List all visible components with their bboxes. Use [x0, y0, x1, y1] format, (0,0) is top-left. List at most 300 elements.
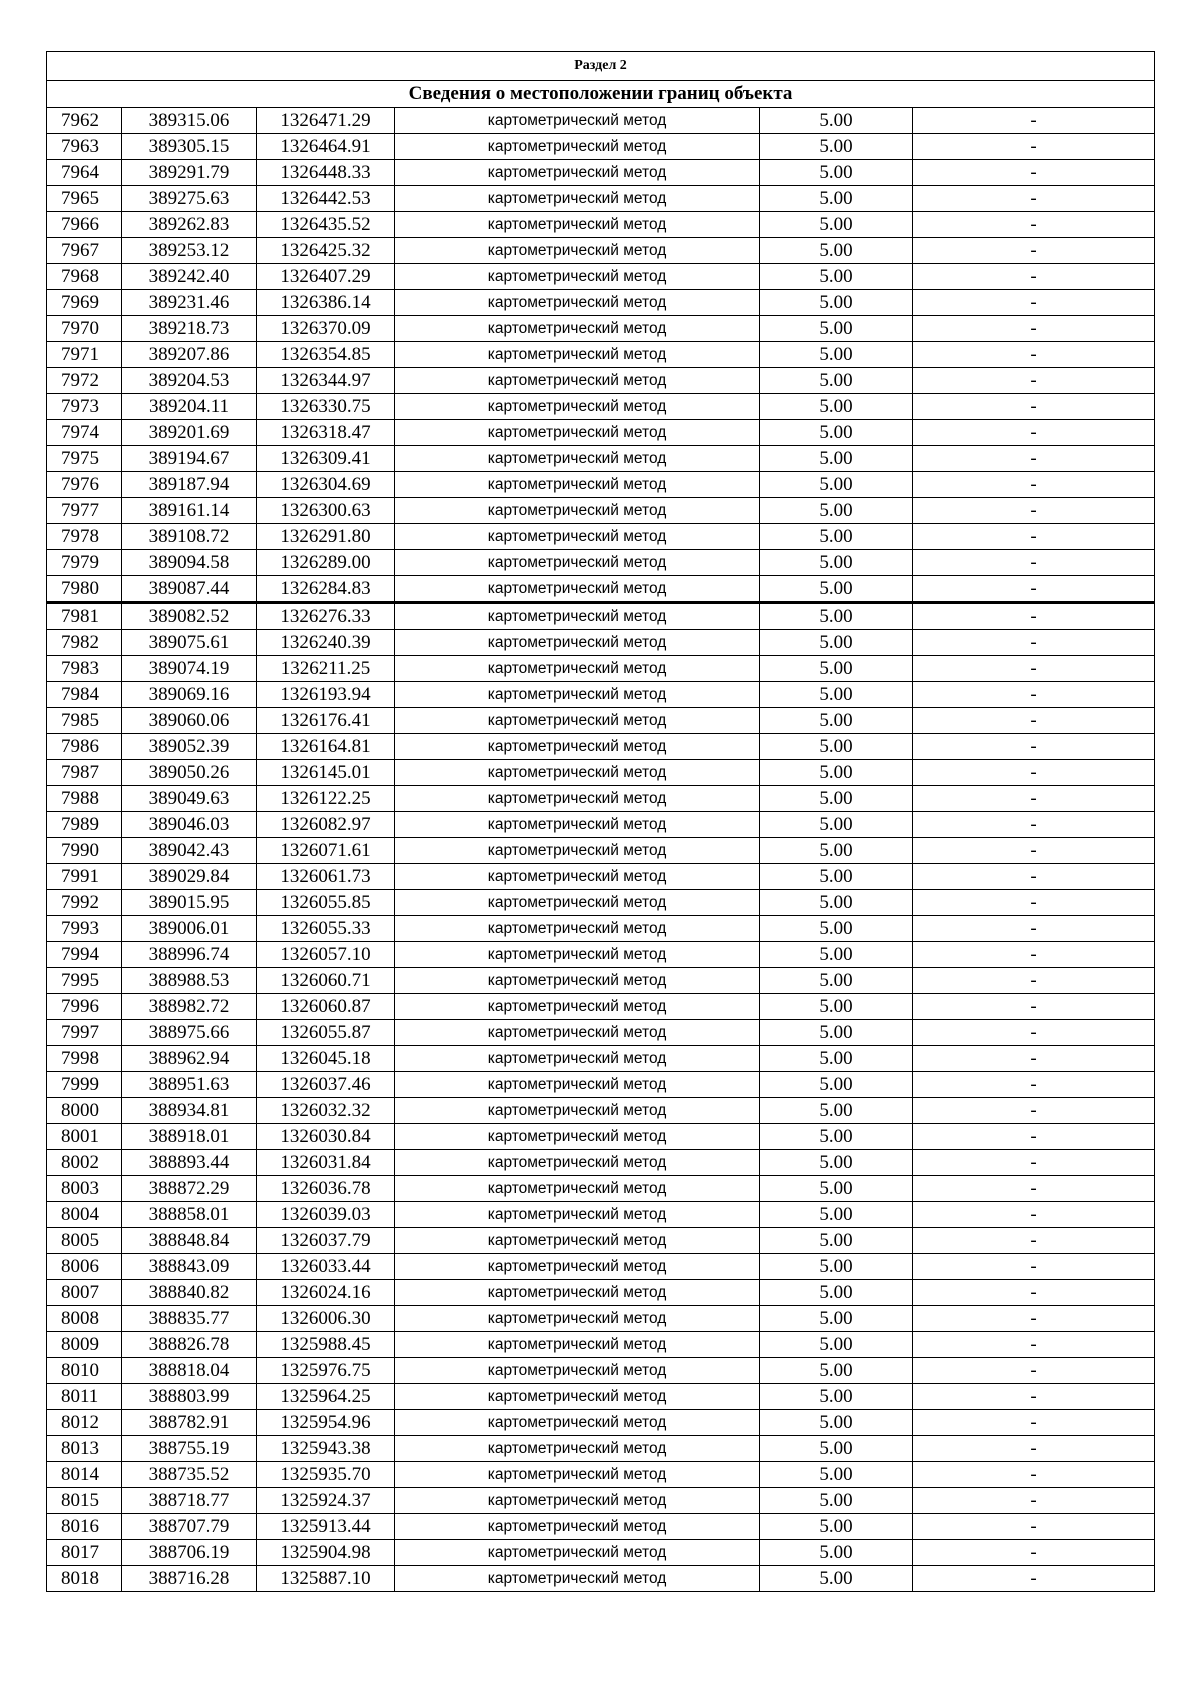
- coord-x-cell: 389242.40: [122, 264, 257, 290]
- coord-y-cell: 1326122.25: [257, 786, 395, 812]
- coord-y-cell: 1325887.10: [257, 1566, 395, 1592]
- accuracy-cell: 5.00: [760, 1072, 913, 1098]
- coord-y-cell: 1326037.79: [257, 1228, 395, 1254]
- table-row: [47, 656, 1155, 682]
- accuracy-cell: 5.00: [760, 1176, 913, 1202]
- coord-y-cell: 1325913.44: [257, 1514, 395, 1540]
- method-cell: картометрический метод: [395, 186, 760, 212]
- method-cell: картометрический метод: [395, 1306, 760, 1332]
- description-cell: -: [913, 942, 1155, 968]
- table-row: [47, 108, 1155, 134]
- method-cell: картометрический метод: [395, 498, 760, 524]
- table-row: [47, 1514, 1155, 1540]
- point-number-cell: 7966: [47, 212, 122, 238]
- method-cell: картометрический метод: [395, 1488, 760, 1514]
- point-number-cell: 7967: [47, 238, 122, 264]
- accuracy-cell: 5.00: [760, 708, 913, 734]
- description-cell: -: [913, 108, 1155, 134]
- accuracy-cell: 5.00: [760, 1150, 913, 1176]
- coord-x-cell: 389094.58: [122, 550, 257, 576]
- table-row: [47, 760, 1155, 786]
- table-row: [47, 342, 1155, 368]
- description-cell: -: [913, 994, 1155, 1020]
- method-cell: картометрический метод: [395, 160, 760, 186]
- accuracy-cell: 5.00: [760, 1462, 913, 1488]
- description-cell: -: [913, 1020, 1155, 1046]
- accuracy-cell: 5.00: [760, 603, 913, 630]
- coord-x-cell: 388934.81: [122, 1098, 257, 1124]
- description-cell: -: [913, 1514, 1155, 1540]
- method-cell: картометрический метод: [395, 994, 760, 1020]
- coord-y-cell: 1326082.97: [257, 812, 395, 838]
- point-number-cell: 8012: [47, 1410, 122, 1436]
- coord-x-cell: 388840.82: [122, 1280, 257, 1306]
- table-row: [47, 734, 1155, 760]
- coord-y-cell: 1326193.94: [257, 682, 395, 708]
- method-cell: картометрический метод: [395, 942, 760, 968]
- table-row: [47, 1020, 1155, 1046]
- description-cell: -: [913, 968, 1155, 994]
- table-row: [47, 446, 1155, 472]
- accuracy-cell: 5.00: [760, 942, 913, 968]
- boundary-table: [46, 51, 1155, 1592]
- accuracy-cell: 5.00: [760, 864, 913, 890]
- coord-y-cell: 1326448.33: [257, 160, 395, 186]
- accuracy-cell: 5.00: [760, 838, 913, 864]
- coord-y-cell: 1326060.71: [257, 968, 395, 994]
- method-cell: картометрический метод: [395, 812, 760, 838]
- coord-y-cell: 1326309.41: [257, 446, 395, 472]
- accuracy-cell: 5.00: [760, 238, 913, 264]
- point-number-cell: 8001: [47, 1124, 122, 1150]
- accuracy-cell: 5.00: [760, 890, 913, 916]
- table-row: [47, 238, 1155, 264]
- table-row: [47, 1540, 1155, 1566]
- accuracy-cell: 5.00: [760, 420, 913, 446]
- coord-x-cell: 388718.77: [122, 1488, 257, 1514]
- table-row: [47, 1254, 1155, 1280]
- description-cell: -: [913, 1462, 1155, 1488]
- point-number-cell: 7972: [47, 368, 122, 394]
- accuracy-cell: 5.00: [760, 342, 913, 368]
- description-cell: -: [913, 838, 1155, 864]
- point-number-cell: 8015: [47, 1488, 122, 1514]
- point-number-cell: 8011: [47, 1384, 122, 1410]
- accuracy-cell: 5.00: [760, 264, 913, 290]
- table-row: [47, 264, 1155, 290]
- accuracy-cell: 5.00: [760, 368, 913, 394]
- coord-y-cell: 1326284.83: [257, 576, 395, 603]
- coord-x-cell: 388755.19: [122, 1436, 257, 1462]
- table-row: [47, 1280, 1155, 1306]
- accuracy-cell: 5.00: [760, 394, 913, 420]
- method-cell: картометрический метод: [395, 838, 760, 864]
- description-cell: -: [913, 630, 1155, 656]
- description-cell: -: [913, 1332, 1155, 1358]
- table-row: [47, 708, 1155, 734]
- method-cell: картометрический метод: [395, 1176, 760, 1202]
- description-cell: -: [913, 603, 1155, 630]
- accuracy-cell: 5.00: [760, 734, 913, 760]
- accuracy-cell: 5.00: [760, 472, 913, 498]
- table-row: [47, 498, 1155, 524]
- point-number-cell: 8016: [47, 1514, 122, 1540]
- accuracy-cell: 5.00: [760, 1540, 913, 1566]
- method-cell: картометрический метод: [395, 656, 760, 682]
- coord-y-cell: 1325988.45: [257, 1332, 395, 1358]
- method-cell: картометрический метод: [395, 1436, 760, 1462]
- coord-y-cell: 1326211.25: [257, 656, 395, 682]
- coord-y-cell: 1326030.84: [257, 1124, 395, 1150]
- coord-x-cell: 389087.44: [122, 576, 257, 603]
- method-cell: картометрический метод: [395, 394, 760, 420]
- coord-y-cell: 1326471.29: [257, 108, 395, 134]
- accuracy-cell: 5.00: [760, 134, 913, 160]
- coord-x-cell: 389006.01: [122, 916, 257, 942]
- method-cell: картометрический метод: [395, 134, 760, 160]
- description-cell: -: [913, 264, 1155, 290]
- method-cell: картометрический метод: [395, 1358, 760, 1384]
- accuracy-cell: 5.00: [760, 1254, 913, 1280]
- coord-y-cell: 1326442.53: [257, 186, 395, 212]
- point-number-cell: 7988: [47, 786, 122, 812]
- coord-x-cell: 389052.39: [122, 734, 257, 760]
- point-number-cell: 8005: [47, 1228, 122, 1254]
- accuracy-cell: 5.00: [760, 1436, 913, 1462]
- method-cell: картометрический метод: [395, 1046, 760, 1072]
- point-number-cell: 7973: [47, 394, 122, 420]
- point-number-cell: 7969: [47, 290, 122, 316]
- method-cell: картометрический метод: [395, 446, 760, 472]
- point-number-cell: 7978: [47, 524, 122, 550]
- method-cell: картометрический метод: [395, 890, 760, 916]
- coord-y-cell: 1325904.98: [257, 1540, 395, 1566]
- coord-x-cell: 388835.77: [122, 1306, 257, 1332]
- description-cell: -: [913, 1410, 1155, 1436]
- description-cell: -: [913, 550, 1155, 576]
- point-number-cell: 8017: [47, 1540, 122, 1566]
- coord-x-cell: 389082.52: [122, 603, 257, 630]
- description-cell: -: [913, 1202, 1155, 1228]
- coord-x-cell: 389315.06: [122, 108, 257, 134]
- method-cell: картометрический метод: [395, 238, 760, 264]
- point-number-cell: 7996: [47, 994, 122, 1020]
- coord-x-cell: 388858.01: [122, 1202, 257, 1228]
- coord-y-cell: 1326057.10: [257, 942, 395, 968]
- description-cell: -: [913, 786, 1155, 812]
- point-number-cell: 7984: [47, 682, 122, 708]
- coord-y-cell: 1326464.91: [257, 134, 395, 160]
- method-cell: картометрический метод: [395, 734, 760, 760]
- coord-x-cell: 388872.29: [122, 1176, 257, 1202]
- description-cell: -: [913, 1358, 1155, 1384]
- point-number-cell: 7989: [47, 812, 122, 838]
- coord-y-cell: 1326300.63: [257, 498, 395, 524]
- table-body: [47, 52, 1155, 1592]
- coord-y-cell: 1326045.18: [257, 1046, 395, 1072]
- method-cell: картометрический метод: [395, 1098, 760, 1124]
- coord-x-cell: 388951.63: [122, 1072, 257, 1098]
- table-row: [47, 1306, 1155, 1332]
- point-number-cell: 7979: [47, 550, 122, 576]
- table-row: [47, 968, 1155, 994]
- description-cell: -: [913, 420, 1155, 446]
- section-header-row: [47, 52, 1155, 81]
- accuracy-cell: 5.00: [760, 498, 913, 524]
- coord-x-cell: 389029.84: [122, 864, 257, 890]
- description-cell: -: [913, 1046, 1155, 1072]
- coord-x-cell: 388962.94: [122, 1046, 257, 1072]
- title-row: [47, 81, 1155, 108]
- description-cell: -: [913, 734, 1155, 760]
- point-number-cell: 8003: [47, 1176, 122, 1202]
- table-row: [47, 1202, 1155, 1228]
- method-cell: картометрический метод: [395, 708, 760, 734]
- table-row: [47, 316, 1155, 342]
- table-row: [47, 160, 1155, 186]
- coord-x-cell: 388706.19: [122, 1540, 257, 1566]
- point-number-cell: 8010: [47, 1358, 122, 1384]
- description-cell: -: [913, 160, 1155, 186]
- coord-x-cell: 388893.44: [122, 1150, 257, 1176]
- table-row: [47, 186, 1155, 212]
- coord-x-cell: 389305.15: [122, 134, 257, 160]
- table-row: [47, 1176, 1155, 1202]
- coord-y-cell: 1326055.33: [257, 916, 395, 942]
- accuracy-cell: 5.00: [760, 1124, 913, 1150]
- coord-x-cell: 389015.95: [122, 890, 257, 916]
- coord-y-cell: 1326370.09: [257, 316, 395, 342]
- method-cell: картометрический метод: [395, 1566, 760, 1592]
- method-cell: картометрический метод: [395, 1072, 760, 1098]
- accuracy-cell: 5.00: [760, 316, 913, 342]
- point-number-cell: 8006: [47, 1254, 122, 1280]
- accuracy-cell: 5.00: [760, 1202, 913, 1228]
- coord-y-cell: 1325964.25: [257, 1384, 395, 1410]
- coord-y-cell: 1326071.61: [257, 838, 395, 864]
- point-number-cell: 7997: [47, 1020, 122, 1046]
- method-cell: картометрический метод: [395, 682, 760, 708]
- coord-x-cell: 388735.52: [122, 1462, 257, 1488]
- point-number-cell: 7964: [47, 160, 122, 186]
- point-number-cell: 8018: [47, 1566, 122, 1592]
- coord-x-cell: 389161.14: [122, 498, 257, 524]
- description-cell: -: [913, 186, 1155, 212]
- coord-y-cell: 1326164.81: [257, 734, 395, 760]
- method-cell: картометрический метод: [395, 1150, 760, 1176]
- method-cell: картометрический метод: [395, 630, 760, 656]
- coord-x-cell: 389253.12: [122, 238, 257, 264]
- coord-x-cell: 389050.26: [122, 760, 257, 786]
- method-cell: картометрический метод: [395, 368, 760, 394]
- method-cell: картометрический метод: [395, 212, 760, 238]
- coord-x-cell: 388843.09: [122, 1254, 257, 1280]
- description-cell: -: [913, 1072, 1155, 1098]
- method-cell: картометрический метод: [395, 290, 760, 316]
- point-number-cell: 7998: [47, 1046, 122, 1072]
- table-row: [47, 1124, 1155, 1150]
- accuracy-cell: 5.00: [760, 576, 913, 603]
- table-row: [47, 212, 1155, 238]
- description-cell: -: [913, 708, 1155, 734]
- table-row: [47, 838, 1155, 864]
- description-cell: -: [913, 1254, 1155, 1280]
- point-number-cell: 7974: [47, 420, 122, 446]
- point-number-cell: 7981: [47, 603, 122, 630]
- method-cell: картометрический метод: [395, 550, 760, 576]
- coord-y-cell: 1326304.69: [257, 472, 395, 498]
- table-row: [47, 290, 1155, 316]
- table-row: [47, 682, 1155, 708]
- point-number-cell: 7980: [47, 576, 122, 603]
- coord-y-cell: 1326061.73: [257, 864, 395, 890]
- description-cell: -: [913, 864, 1155, 890]
- description-cell: -: [913, 1540, 1155, 1566]
- table-row: [47, 1228, 1155, 1254]
- coord-x-cell: 389049.63: [122, 786, 257, 812]
- description-cell: -: [913, 1228, 1155, 1254]
- coord-y-cell: 1326425.32: [257, 238, 395, 264]
- table-row: [47, 864, 1155, 890]
- accuracy-cell: 5.00: [760, 630, 913, 656]
- coord-x-cell: 389075.61: [122, 630, 257, 656]
- coord-x-cell: 388707.79: [122, 1514, 257, 1540]
- method-cell: картометрический метод: [395, 108, 760, 134]
- coord-x-cell: 389204.53: [122, 368, 257, 394]
- method-cell: картометрический метод: [395, 1228, 760, 1254]
- method-cell: картометрический метод: [395, 524, 760, 550]
- description-cell: -: [913, 316, 1155, 342]
- accuracy-cell: 5.00: [760, 108, 913, 134]
- point-number-cell: 7991: [47, 864, 122, 890]
- point-number-cell: 8007: [47, 1280, 122, 1306]
- accuracy-cell: 5.00: [760, 1228, 913, 1254]
- point-number-cell: 8004: [47, 1202, 122, 1228]
- description-cell: -: [913, 368, 1155, 394]
- accuracy-cell: 5.00: [760, 1098, 913, 1124]
- coord-y-cell: 1326024.16: [257, 1280, 395, 1306]
- point-number-cell: 7970: [47, 316, 122, 342]
- point-number-cell: 8002: [47, 1150, 122, 1176]
- description-cell: -: [913, 134, 1155, 160]
- table-row: [47, 420, 1155, 446]
- coord-x-cell: 389187.94: [122, 472, 257, 498]
- section-label: Раздел 2: [47, 52, 1155, 81]
- method-cell: картометрический метод: [395, 1280, 760, 1306]
- point-number-cell: 7992: [47, 890, 122, 916]
- accuracy-cell: 5.00: [760, 1332, 913, 1358]
- coord-y-cell: 1326289.00: [257, 550, 395, 576]
- coord-y-cell: 1325954.96: [257, 1410, 395, 1436]
- point-number-cell: 7971: [47, 342, 122, 368]
- point-number-cell: 7994: [47, 942, 122, 968]
- accuracy-cell: 5.00: [760, 1358, 913, 1384]
- coord-x-cell: 389060.06: [122, 708, 257, 734]
- coord-x-cell: 389194.67: [122, 446, 257, 472]
- coord-y-cell: 1325924.37: [257, 1488, 395, 1514]
- point-number-cell: 8013: [47, 1436, 122, 1462]
- description-cell: -: [913, 1098, 1155, 1124]
- coord-x-cell: 388982.72: [122, 994, 257, 1020]
- table-row: [47, 1332, 1155, 1358]
- table-row: [47, 1046, 1155, 1072]
- point-number-cell: 8000: [47, 1098, 122, 1124]
- coord-x-cell: 388818.04: [122, 1358, 257, 1384]
- method-cell: картометрический метод: [395, 786, 760, 812]
- coord-y-cell: 1326060.87: [257, 994, 395, 1020]
- description-cell: -: [913, 498, 1155, 524]
- method-cell: картометрический метод: [395, 968, 760, 994]
- table-row: [47, 1072, 1155, 1098]
- table-row: [47, 134, 1155, 160]
- method-cell: картометрический метод: [395, 1462, 760, 1488]
- coord-y-cell: 1326031.84: [257, 1150, 395, 1176]
- description-cell: -: [913, 1150, 1155, 1176]
- coord-y-cell: 1326354.85: [257, 342, 395, 368]
- method-cell: картометрический метод: [395, 760, 760, 786]
- table-row: [47, 368, 1155, 394]
- table-row: [47, 1150, 1155, 1176]
- accuracy-cell: 5.00: [760, 994, 913, 1020]
- point-number-cell: 7962: [47, 108, 122, 134]
- coord-y-cell: 1326330.75: [257, 394, 395, 420]
- table-row: [47, 786, 1155, 812]
- table-row: [47, 916, 1155, 942]
- accuracy-cell: 5.00: [760, 160, 913, 186]
- accuracy-cell: 5.00: [760, 1384, 913, 1410]
- coord-y-cell: 1326176.41: [257, 708, 395, 734]
- coord-y-cell: 1325976.75: [257, 1358, 395, 1384]
- accuracy-cell: 5.00: [760, 1566, 913, 1592]
- accuracy-cell: 5.00: [760, 1514, 913, 1540]
- description-cell: -: [913, 472, 1155, 498]
- point-number-cell: 7986: [47, 734, 122, 760]
- coord-x-cell: 389262.83: [122, 212, 257, 238]
- method-cell: картометрический метод: [395, 1514, 760, 1540]
- table-row: [47, 994, 1155, 1020]
- method-cell: картометрический метод: [395, 316, 760, 342]
- coord-x-cell: 389275.63: [122, 186, 257, 212]
- coord-y-cell: 1326032.32: [257, 1098, 395, 1124]
- method-cell: картометрический метод: [395, 472, 760, 498]
- method-cell: картометрический метод: [395, 1410, 760, 1436]
- point-number-cell: 8009: [47, 1332, 122, 1358]
- point-number-cell: 7995: [47, 968, 122, 994]
- accuracy-cell: 5.00: [760, 1046, 913, 1072]
- description-cell: -: [913, 1384, 1155, 1410]
- description-cell: -: [913, 916, 1155, 942]
- coord-x-cell: 389218.73: [122, 316, 257, 342]
- table-row: [47, 524, 1155, 550]
- coord-x-cell: 389291.79: [122, 160, 257, 186]
- coord-y-cell: 1326344.97: [257, 368, 395, 394]
- coord-x-cell: 388918.01: [122, 1124, 257, 1150]
- accuracy-cell: 5.00: [760, 1306, 913, 1332]
- table-row: [47, 576, 1155, 603]
- coord-y-cell: 1326318.47: [257, 420, 395, 446]
- table-title: Сведения о местоположении границ объекта: [47, 81, 1155, 108]
- method-cell: картометрический метод: [395, 1332, 760, 1358]
- point-number-cell: 7982: [47, 630, 122, 656]
- coord-y-cell: 1326037.46: [257, 1072, 395, 1098]
- point-number-cell: 7965: [47, 186, 122, 212]
- coord-y-cell: 1326055.85: [257, 890, 395, 916]
- coord-y-cell: 1326386.14: [257, 290, 395, 316]
- table-row: [47, 1098, 1155, 1124]
- table-row: [47, 550, 1155, 576]
- description-cell: -: [913, 1124, 1155, 1150]
- description-cell: -: [913, 446, 1155, 472]
